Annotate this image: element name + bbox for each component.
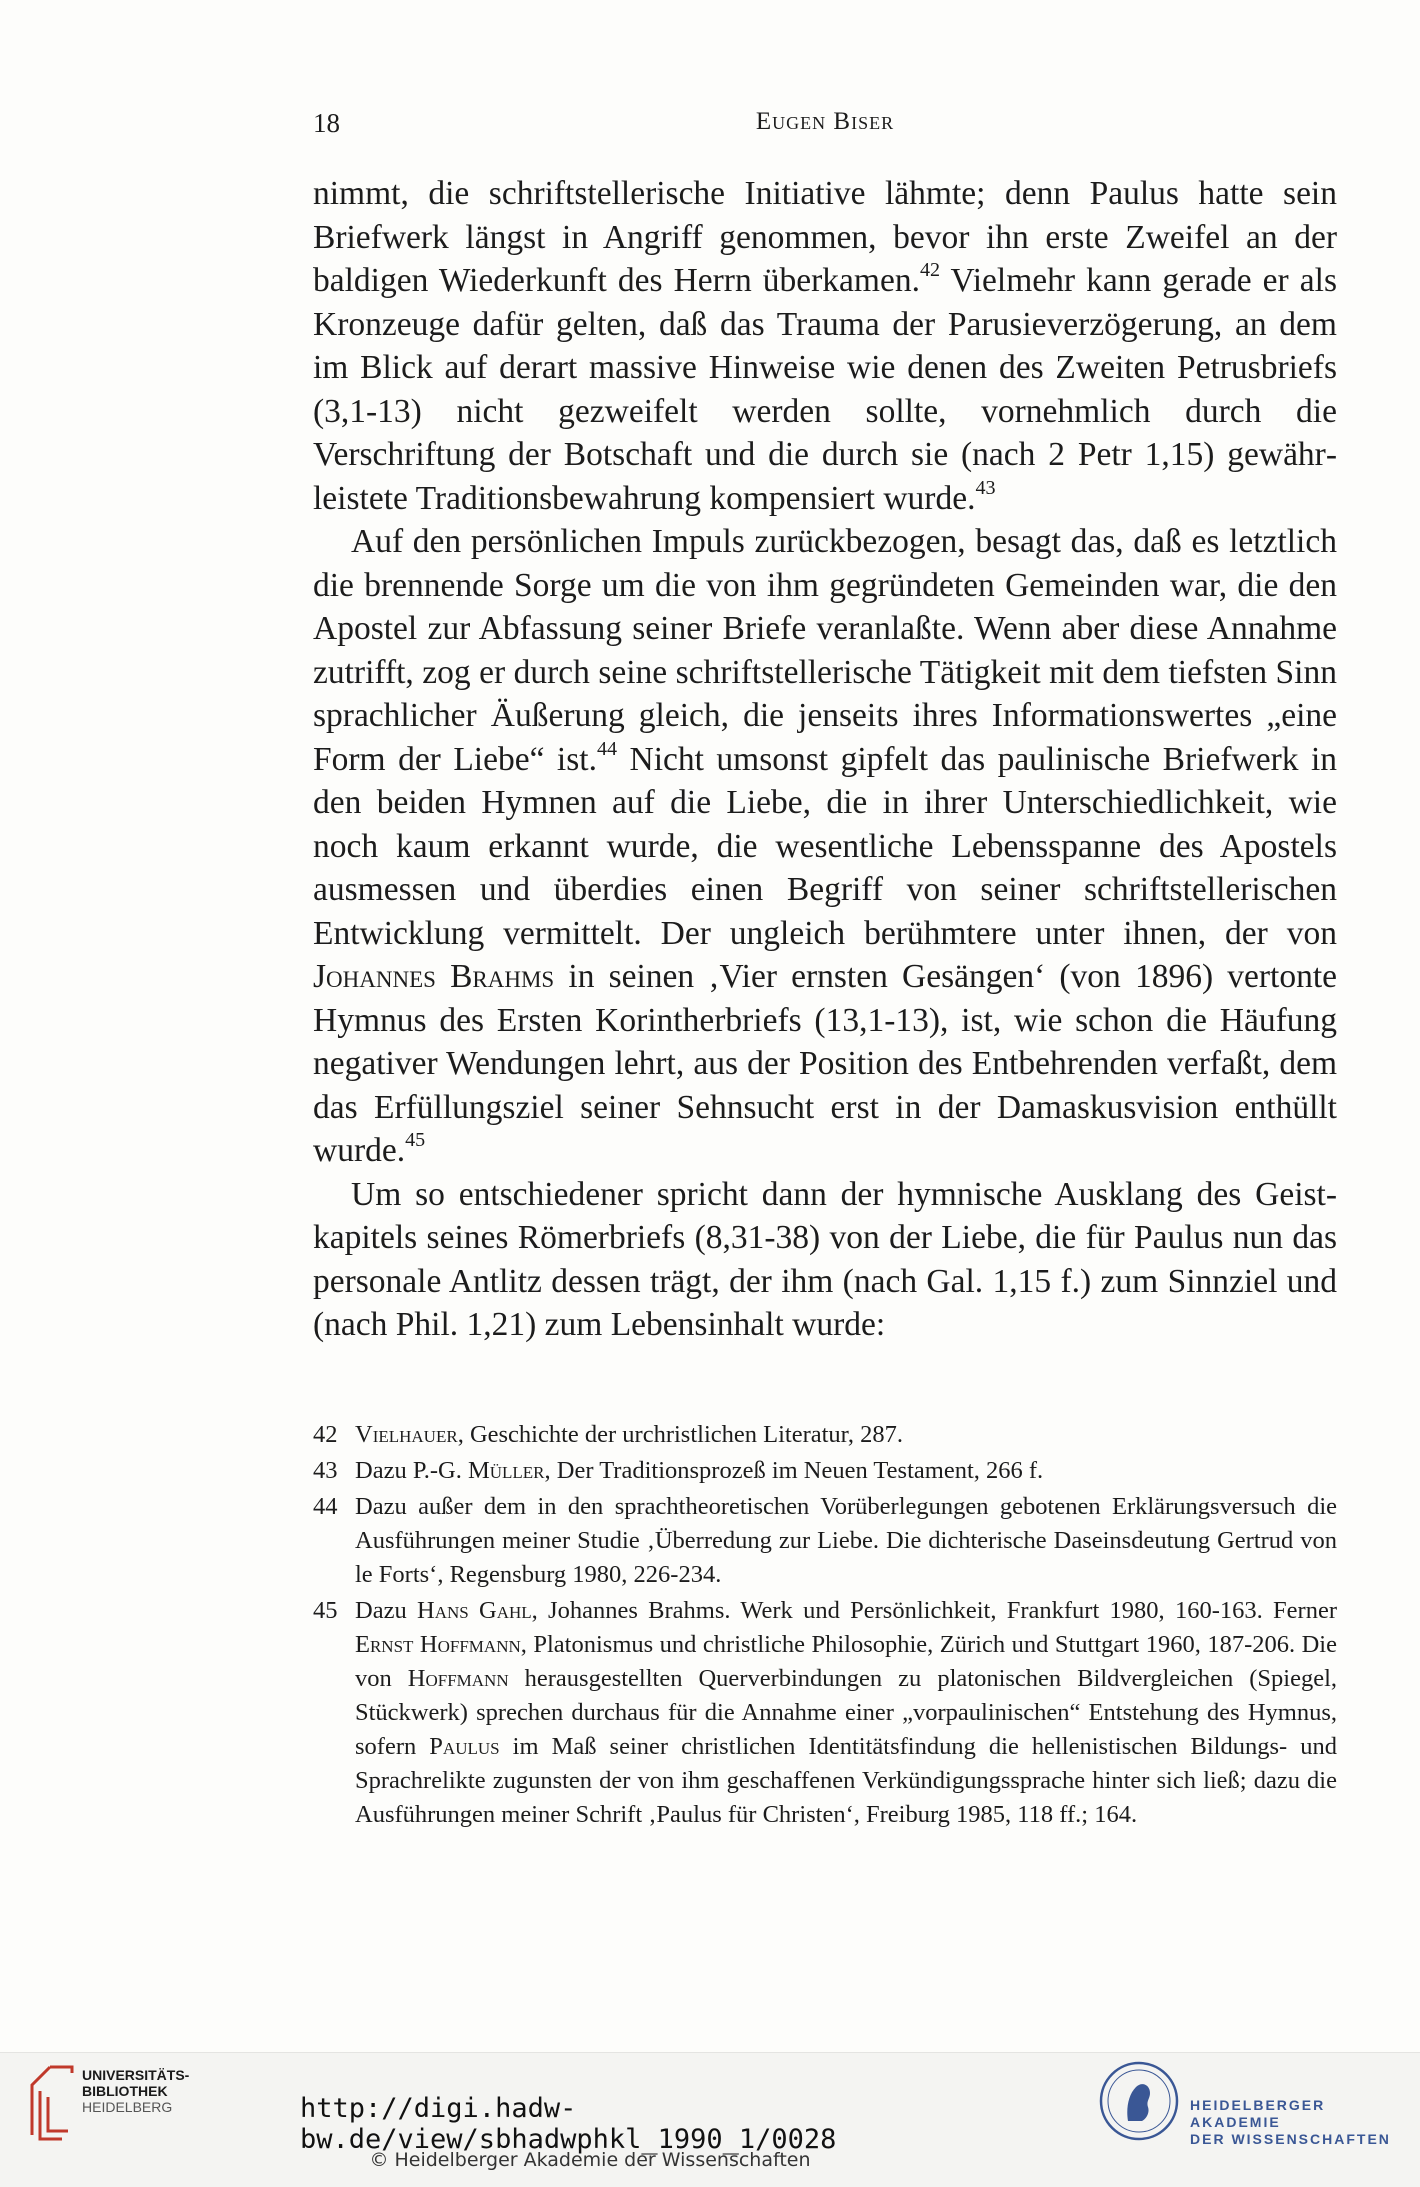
text-run: , Geschichte der urchristlichen Literatur, 287. [457,1421,903,1448]
academy-name [1190,2097,1420,2148]
copyright-notice: © Heidelberger Akademie der Wissenschaften [369,2149,811,2171]
paragraph-2 [313,520,1337,1173]
text-run: Dazu [355,1597,417,1624]
running-head: Eugen Biser [755,108,895,135]
text-run: , Platonismus und christliche Philosophie, Zürich und Stuttgart 1960, 187-206. Die von [355,1631,1337,1692]
university-library-name [82,2067,189,2115]
author-name: Paulus [429,1733,500,1760]
university-library-logo-icon[interactable] [22,2061,78,2145]
source-url-link[interactable]: http://digi.hadw-bw.de/view/sbhadwphkl_1990_1/0028 [300,2093,837,2155]
text-run: im Maß seiner christlichen Identitätsfindung die hellenistischen Bildungs- und Sprachrelikte zugunsten der von ihm geschaffenen Verkündigungssprache hinter sich ließ; dazu die Ausführungen meiner Schrift ‚Paulus für Christen‘, Freiburg 1985, 118 ff.; 164. [355,1733,1337,1828]
text-run: Nicht umsonst gipfelt das paulinische Briefwerk in den beiden Hymnen auf die Liebe, die in ihrer Unterschiedlichkeit, wie noch kaum erkannt wurde, die wesentliche Lebensspanne des Apostels ausmessen und überdies einen Begriff von seiner schriftstellerischen Entwicklung vermittelt. Der ungleich berühmtere unter ihnen, der von [313,740,1338,952]
footnote-number: 45 [313,1597,338,1624]
text-run: Um so entschiedener spricht dann der hymnische Ausklang des Geistkapitels seines Römerbriefs (8,31-38) von der Liebe, die für Paulus nun das personale Antlitz dessen trägt, der ihm (nach Gal. 1,15 f.) zum Sinnziel und (nach Phil. 1,21) zum Lebensinhalt wurde: [313,1175,1337,1343]
text-run: in seinen ‚Vier ernsten Gesängen‘ (von 1896) vertonte Hymnus des Ersten Korintherbriefs (13,1-13), ist, wie schon die Häufung negativer Wendungen lehrt, aus der Position des Entbehrenden verfaßt, dem das Erfüllungsziel seiner Sehnsucht erst in der Damaskusvision enthüllt wurde. [313,958,1338,1169]
text-run: Vielmehr kann gerade er als Kronzeuge dafür gelten, daß das Trauma der Parusieverzögerung, an dem im Blick auf derart massive Hinweise wie denen des Zweiten Petrusbriefs (3,1-13) nicht gezweifelt werden sollte, vornehmlich durch die Verschriftung der Botschaft und die durch sie (nach 2 Petr 1,15) gewährleistete Traditionsbewahrung kompensiert wurde. [313,262,1337,517]
footnote-ref-45[interactable]: 45 [405,1128,426,1151]
footnote-45 [313,1594,1337,1832]
text-run: Dazu außer dem in den sprachtheoretischen Vorüberlegungen gebotenen Erklärungsversuch die Ausführungen meiner Studie ‚Überredung zur Liebe. Die dichterische Daseinsdeutung Gertrud von le Forts‘, Regensburg 1980, 226-234. [355,1493,1337,1588]
digitization-footer [0,2052,1420,2187]
author-name: Ernst Hoffmann [355,1631,521,1658]
page-number: 18 [313,108,340,138]
text-run: herausgestellten Querverbindungen zu platonischen Bildvergleichen (Spiegel, Stückwerk) sprechen durchaus für die Annahme einer „vorpaulinischen“ Entstehung des Hymnus, sofern [355,1665,1338,1760]
text-run: Dazu [355,1457,413,1484]
person-name: Johannes Brahms [313,958,555,995]
paragraph-1 [313,172,1337,520]
footnote-43 [313,1454,1337,1488]
footnote-ref-43[interactable]: 43 [975,476,996,499]
academy-name-line: HEIDELBERGER AKADEMIE [1190,2097,1326,2130]
academy-name-line: DER WISSENSCHAFTEN [1190,2131,1391,2147]
main-text [313,172,1337,1347]
paragraph-3 [313,1173,1337,1347]
library-name-line: UNIVERSITÄTS- [82,2067,190,2083]
footnote-44 [313,1490,1337,1592]
author-name: Hans Gahl [417,1597,532,1624]
footnote-42 [313,1418,1337,1452]
footnote-number: 44 [313,1493,338,1520]
text-run: Auf den persönlichen Impuls zurückbezogen, besagt das, daß es letztlich die brennende Sorge um die von ihm gegründeten Gemeinden war, die den Apostel zur Abfassung seiner Briefe veranlaßte. Wenn aber diese Annahme zutrifft, zog er durch seine schriftstellerische Tätigkeit mit dem tiefsten Sinn sprachlicher Äußerung gleich, die jenseits ihres Informationswertes „eine Form der Liebe“ ist. [313,523,1337,778]
text-run: nimmt, die schriftstellerische Initiative lähmte; denn Paulus hatte sein Briefwerk längst in Angriff genommen, bevor ihn erste Zweifel an der baldigen Wiederkunft des Herrn überkamen. [313,175,1337,299]
library-name-line: BIBLIOTHEK [82,2083,168,2099]
footnote-number: 42 [313,1421,338,1448]
text-run: , Der Traditionsprozeß im Neuen Testament, 266 f. [544,1457,1044,1484]
author-name: P.-G. Müller [412,1457,545,1484]
footnote-number: 43 [313,1457,338,1484]
academy-seal-icon[interactable] [1098,2057,1180,2145]
footnote-ref-44[interactable]: 44 [596,737,618,760]
footnote-ref-42[interactable]: 42 [919,258,941,281]
author-name: Hoffmann [407,1665,509,1692]
library-name-line: HEIDELBERG [82,2099,173,2115]
footnotes [313,1418,1337,1834]
author-name: Vielhauer [355,1421,458,1448]
text-run: , Johannes Brahms. Werk und Persönlichkeit, Frankfurt 1980, 160-163. Ferner [531,1597,1338,1624]
page-header [313,108,1337,148]
